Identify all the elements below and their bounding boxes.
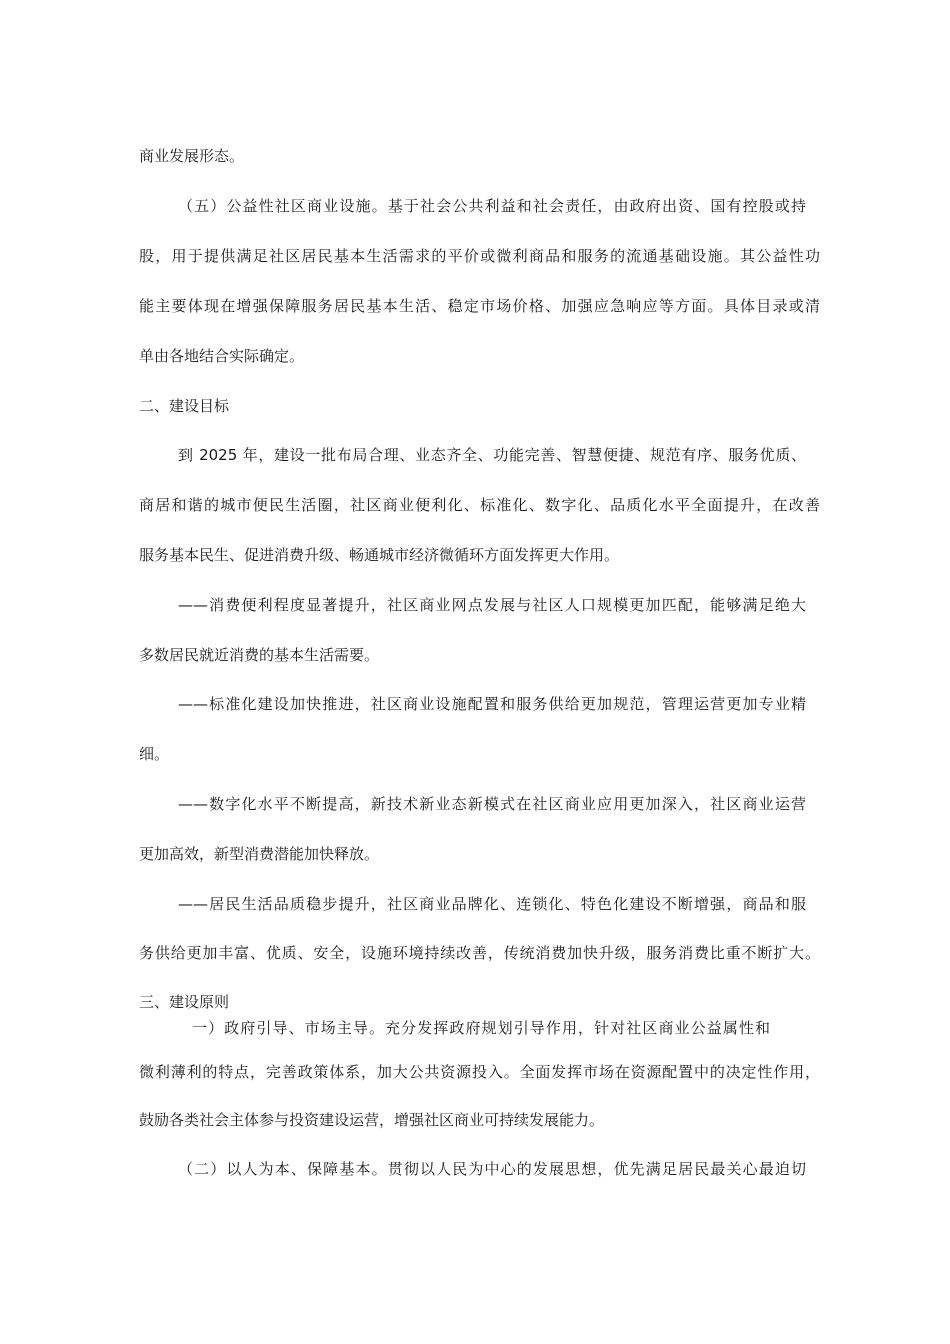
- section-heading: 二、建设目标: [139, 397, 230, 415]
- paragraph-line: （五）公益性社区商业设施。基于社会公共利益和社会责任，由政府出资、国有控股或持: [178, 197, 806, 215]
- paragraph-line: 多数居民就近消费的基本生活需要。: [139, 646, 380, 664]
- paragraph-line: 商居和谐的城市便民生活圈，社区商业便利化、标准化、数字化、品质化水平全面提升，在改善: [139, 496, 820, 514]
- paragraph-line: 微利薄利的特点，完善政策体系，加大公共资源投入。全面发挥市场在资源配置中的决定性作用，: [139, 1063, 820, 1081]
- paragraph-line: ——居民生活品质稳步提升，社区商业品牌化、连锁化、特色化建设不断增强，商品和服: [178, 895, 806, 913]
- paragraph-line: ——标准化建设加快推进，社区商业设施配置和服务供给更加规范，管理运营更加专业精: [178, 695, 806, 713]
- paragraph-line: 鼓励各类社会主体参与投资建设运营，增强社区商业可持续发展能力。: [139, 1111, 605, 1129]
- paragraph-line: 务供给更加丰富、优质、安全，设施环境持续改善，传统消费加快升级，服务消费比重不断扩大。: [139, 944, 820, 962]
- paragraph-line: ——消费便利程度显著提升，社区商业网点发展与社区人口规模更加匹配，能够满足绝大: [178, 596, 806, 614]
- paragraph-line: 能主要体现在增强保障服务居民基本生活、稳定市场价格、加强应急响应等方面。具体目录或清: [139, 297, 820, 315]
- section-heading: 三、建设原则: [139, 993, 230, 1011]
- paragraph-line: 商业发展形态。: [139, 147, 245, 165]
- paragraph-line: ——数字化水平不断提高，新技术新业态新模式在社区商业应用更加深入，社区商业运营: [178, 795, 806, 813]
- paragraph-line: 细。: [139, 745, 170, 763]
- paragraph-line: 到 2025 年，建设一批布局合理、业态齐全、功能完善、智慧便捷、规范有序、服务优质、: [178, 446, 806, 464]
- paragraph-line: 一）政府引导、市场主导。充分发挥政府规划引导作用，针对社区商业公益属性和: [192, 1019, 770, 1037]
- paragraph-line: 服务基本民生、促进消费升级、畅通城市经济微循环方面发挥更大作用。: [139, 546, 620, 564]
- paragraph-line: 更加高效，新型消费潜能加快释放。: [139, 845, 380, 863]
- paragraph-line: 单由各地结合实际确定。: [139, 347, 305, 365]
- paragraph-line: （二）以人为本、保障基本。贯彻以人民为中心的发展思想，优先满足居民最关心最迫切: [178, 1160, 806, 1178]
- paragraph-line: 股，用于提供满足社区居民基本生活需求的平价或微利商品和服务的流通基础设施。其公益性功: [139, 247, 820, 265]
